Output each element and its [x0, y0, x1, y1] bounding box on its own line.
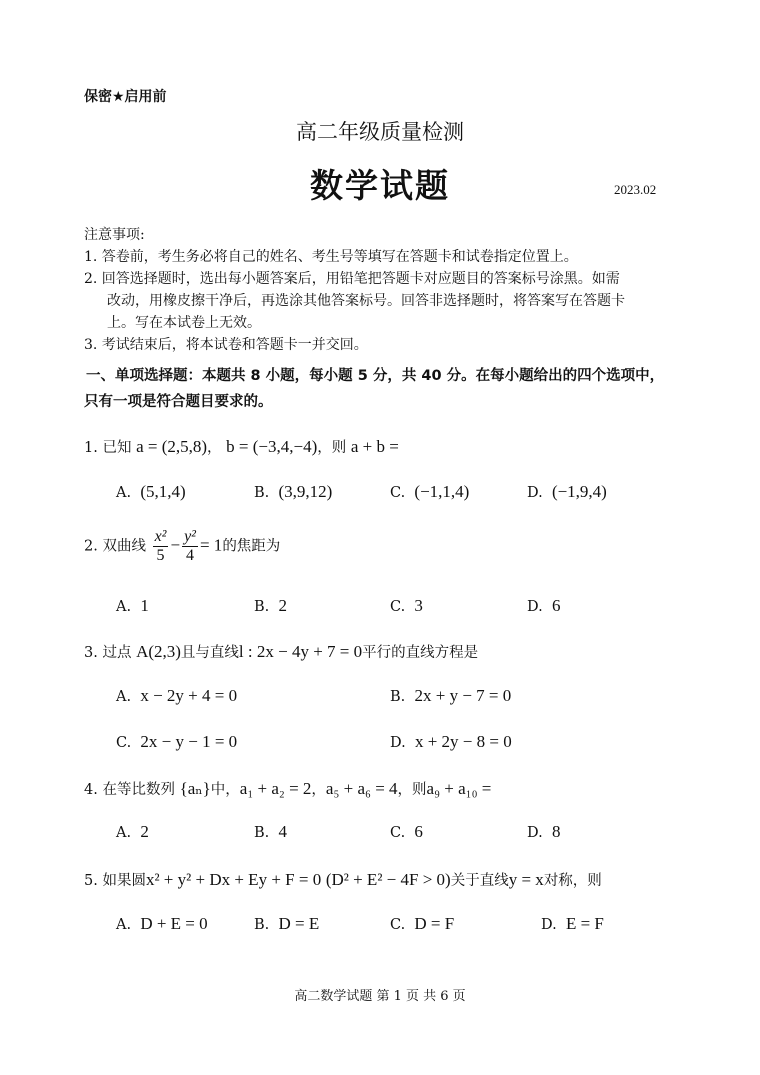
option[interactable]	[254, 822, 287, 842]
option-label: B.	[254, 485, 270, 501]
question-text: 如果圆	[102, 873, 146, 889]
section-heading: 一、单项选择题：本题共 8 小题，每小题 5 分，共 40 分。在每小题给出的四个选项中，	[86, 368, 665, 384]
option-label: B.	[254, 917, 270, 933]
question-text: 已知	[102, 440, 132, 456]
exam-subtitle: 高二年级质量检测	[296, 120, 464, 144]
option-label: B.	[390, 689, 406, 705]
question-text: 在等比数列	[102, 782, 175, 798]
option-value: D = F	[414, 914, 455, 933]
page-footer: 高二数学试题 第 1 页 共 6 页	[294, 989, 466, 1004]
option-value: E = F	[565, 914, 604, 933]
option-value: 2	[140, 822, 149, 841]
question-text: ，	[311, 782, 326, 798]
question-text: 中，	[210, 782, 240, 798]
math-operator: −	[170, 535, 181, 555]
question-3	[84, 641, 478, 662]
option-value: 1	[140, 596, 149, 615]
option-value: 6	[414, 822, 423, 841]
option-value: x + 2y − 8 = 0	[414, 732, 512, 751]
question-text: 双曲线	[102, 538, 146, 555]
option[interactable]	[116, 482, 186, 502]
option-value: (−1,1,4)	[414, 482, 470, 501]
math-expression: x² + y² + Dx + Ey + F = 0	[145, 870, 322, 889]
option-label: A.	[116, 485, 132, 501]
confidential-label: 保密★启用前	[84, 89, 167, 105]
math-expression: A(2,3)	[136, 642, 181, 661]
option[interactable]	[390, 482, 469, 502]
option-value: D + E = 0	[140, 914, 208, 933]
fraction	[182, 528, 198, 565]
question-5	[84, 869, 602, 890]
option-label: C.	[390, 485, 406, 501]
math-expression: a₁ + a₂ = 2	[239, 779, 312, 798]
option-value: 4	[278, 822, 287, 841]
option-label: B.	[254, 825, 270, 841]
question-4	[84, 778, 491, 799]
option-value: 6	[551, 596, 561, 615]
question-1	[84, 436, 399, 457]
option[interactable]	[390, 822, 423, 842]
question-number: 1.	[84, 440, 98, 456]
fraction-denominator: 5	[156, 547, 165, 564]
option-value: (−1,9,4)	[551, 482, 607, 501]
option-label: C.	[390, 917, 406, 933]
option-label: A.	[116, 917, 132, 933]
question-number: 5.	[84, 873, 98, 889]
question-text: ，则	[397, 782, 427, 798]
note-item: 2. 回答选择题时，选出每小题答案后，用铅笔把答题卡对应题目的答案标号涂黑。如需	[84, 271, 620, 287]
math-expression: a = (2,5,8)	[136, 437, 208, 456]
option-value: 2x + y − 7 = 0	[414, 686, 512, 705]
note-item-continued: 改动，用橡皮擦干净后，再选涂其他答案标号。回答非选择题时，将答案写在答题卡	[107, 293, 625, 309]
note-item-continued: 上。写在本试卷上无效。	[107, 315, 261, 331]
option[interactable]	[254, 596, 287, 616]
note-item: 1. 答卷前，考生务必将自己的姓名、考生号等填写在答题卡和试卷指定位置上。	[84, 249, 578, 265]
option-value: (3,9,12)	[278, 482, 333, 501]
option[interactable]	[116, 914, 208, 934]
fraction	[153, 528, 169, 565]
option-value: 2x − y − 1 = 0	[140, 732, 238, 751]
option[interactable]	[527, 482, 607, 502]
math-expression: y = x	[508, 870, 544, 889]
question-number: 2.	[84, 538, 98, 555]
fraction-numerator: y²	[184, 528, 196, 545]
option-label: C.	[390, 599, 406, 615]
fraction-numerator: x²	[154, 528, 167, 545]
option[interactable]	[390, 596, 423, 616]
question-text: 关于直线	[450, 873, 509, 889]
question-text: ，	[207, 440, 222, 456]
option[interactable]	[116, 732, 237, 752]
option-label: D.	[527, 599, 543, 615]
option-value: (5,1,4)	[140, 482, 186, 501]
question-text: 且与直线	[180, 645, 239, 661]
question-text: 的焦距为	[222, 538, 281, 555]
option-label: C.	[390, 825, 406, 841]
option[interactable]	[390, 914, 454, 934]
question-number: 4.	[84, 782, 98, 798]
question-text: 过点	[102, 645, 132, 661]
question-text: 平行的直线方程是	[362, 645, 479, 661]
option-value: 2	[278, 596, 287, 615]
math-expression: a₅ + a₆ = 4	[325, 779, 398, 798]
question-2	[84, 528, 280, 565]
fraction-denominator: 4	[186, 547, 195, 564]
math-expression: (D² + E² − 4F > 0)	[325, 870, 451, 889]
option[interactable]	[541, 914, 604, 934]
math-expression: a₉ + a₁₀ =	[426, 779, 492, 798]
section-heading-continued: 只有一项是符合题目要求的。	[84, 394, 273, 410]
note-item: 3. 考试结束后，将本试卷和答题卡一并交回。	[84, 337, 368, 353]
option[interactable]	[527, 822, 560, 842]
math-expression: {aₙ}	[179, 779, 211, 798]
option-label: A.	[116, 825, 132, 841]
question-text: 对称，则	[543, 873, 602, 889]
option[interactable]	[390, 732, 512, 752]
math-expression: = 1	[199, 535, 223, 555]
option-label: A.	[116, 599, 132, 615]
option[interactable]	[116, 686, 237, 706]
math-expression: a + b =	[350, 437, 399, 456]
exam-date: 2023.02	[614, 182, 657, 197]
option-label: D.	[527, 485, 543, 501]
option-value: 3	[414, 596, 423, 615]
option[interactable]	[116, 596, 149, 616]
option[interactable]	[254, 914, 319, 934]
option-value: D = E	[278, 914, 320, 933]
math-expression: b = (−3,4,−4)	[226, 437, 318, 456]
option[interactable]	[116, 822, 149, 842]
option-label: B.	[254, 599, 270, 615]
option-value: x − 2y + 4 = 0	[140, 686, 238, 705]
notes-heading: 注意事项:	[84, 227, 145, 243]
option-label: D.	[541, 917, 557, 933]
option[interactable]	[390, 686, 511, 706]
math-expression: l : 2x − 4y + 7 = 0	[238, 642, 363, 661]
option[interactable]	[254, 482, 332, 502]
option-label: C.	[116, 735, 132, 751]
question-number: 3.	[84, 645, 98, 661]
question-text: ，则	[317, 440, 347, 456]
option-value: 8	[551, 822, 561, 841]
option-label: A.	[116, 689, 132, 705]
option-label: D.	[390, 735, 406, 751]
exam-title: 数学试题	[310, 166, 450, 205]
option[interactable]	[527, 596, 560, 616]
option-label: D.	[527, 825, 543, 841]
